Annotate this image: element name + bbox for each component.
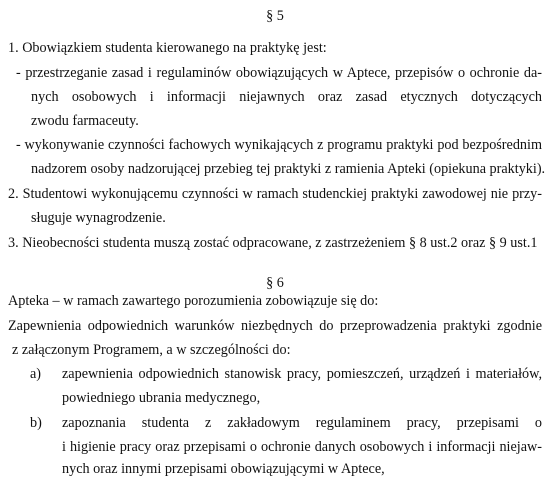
s5-point-3-line: 3. Nieobecności studenta muszą zostać odpracowane, z zastrzeżeniem § 8 ust.2 oraz § 9 ust.1 (8, 235, 538, 251)
s5-point-1-line: 1. Obowiązkiem studenta kierowanego na praktykę jest: (8, 40, 327, 56)
s5-bullet-1-line-2: nych osobowych i informacji niejawnych oraz zasad etycznych dotyczących (31, 89, 542, 105)
section-6-heading: § 6 (266, 275, 284, 291)
s6-provide-line-2: z załączonym Programem, a w szczególności do: (12, 342, 291, 358)
s6-item-a-marker: a) (30, 366, 42, 382)
section-5-heading: § 5 (266, 8, 284, 24)
s5-point-2-line-1: 2. Studentowi wykonującemu czynności w ramach studenckiej praktyki zawodowej nie przy- (8, 186, 542, 202)
s5-point-2-line-2: sługuje wynagrodzenie. (31, 210, 166, 226)
s6-item-a-line-1: zapewnienia odpowiednich stanowisk pracy, pomieszczeń, urządzeń i materiałów, (62, 366, 542, 382)
s6-item-b-line-3: nych oraz innymi przepisami obowiązującymi w Aptece, (62, 461, 385, 477)
s6-item-b-line-2: i higienie pracy oraz przepisami o ochronie danych osobowych i informacji niejaw- (62, 439, 542, 455)
s6-provide-line-1: Zapewnienia odpowiednich warunków niezbędnych do przeprowadzenia praktyki zgodnie (8, 318, 542, 334)
s6-item-a-line-2: powiedniego ubrania medycznego, (62, 390, 261, 406)
s5-bullet-2-line-1: - wykonywanie czynności fachowych wynikających z programu praktyki pod bezpośrednim (16, 137, 542, 153)
s6-item-b-marker: b) (30, 415, 42, 431)
s5-bullet-1-line-1: - przestrzeganie zasad i regulaminów obowiązujących w Aptece, przepisów o ochronie da- (16, 65, 542, 81)
s5-bullet-2-line-2: nadzorem osoby nadzorującej przebieg tej praktyki z ramienia Apteki (opiekuna praktyki). (31, 161, 546, 177)
s6-intro-line: Apteka – w ramach zawartego porozumienia zobowiązuje się do: (8, 293, 379, 309)
s5-bullet-1-line-3: zwodu farmaceuty. (31, 113, 139, 129)
s6-item-b-line-1: zapoznania studenta z zakładowym regulaminem pracy, przepisami o (62, 415, 542, 431)
